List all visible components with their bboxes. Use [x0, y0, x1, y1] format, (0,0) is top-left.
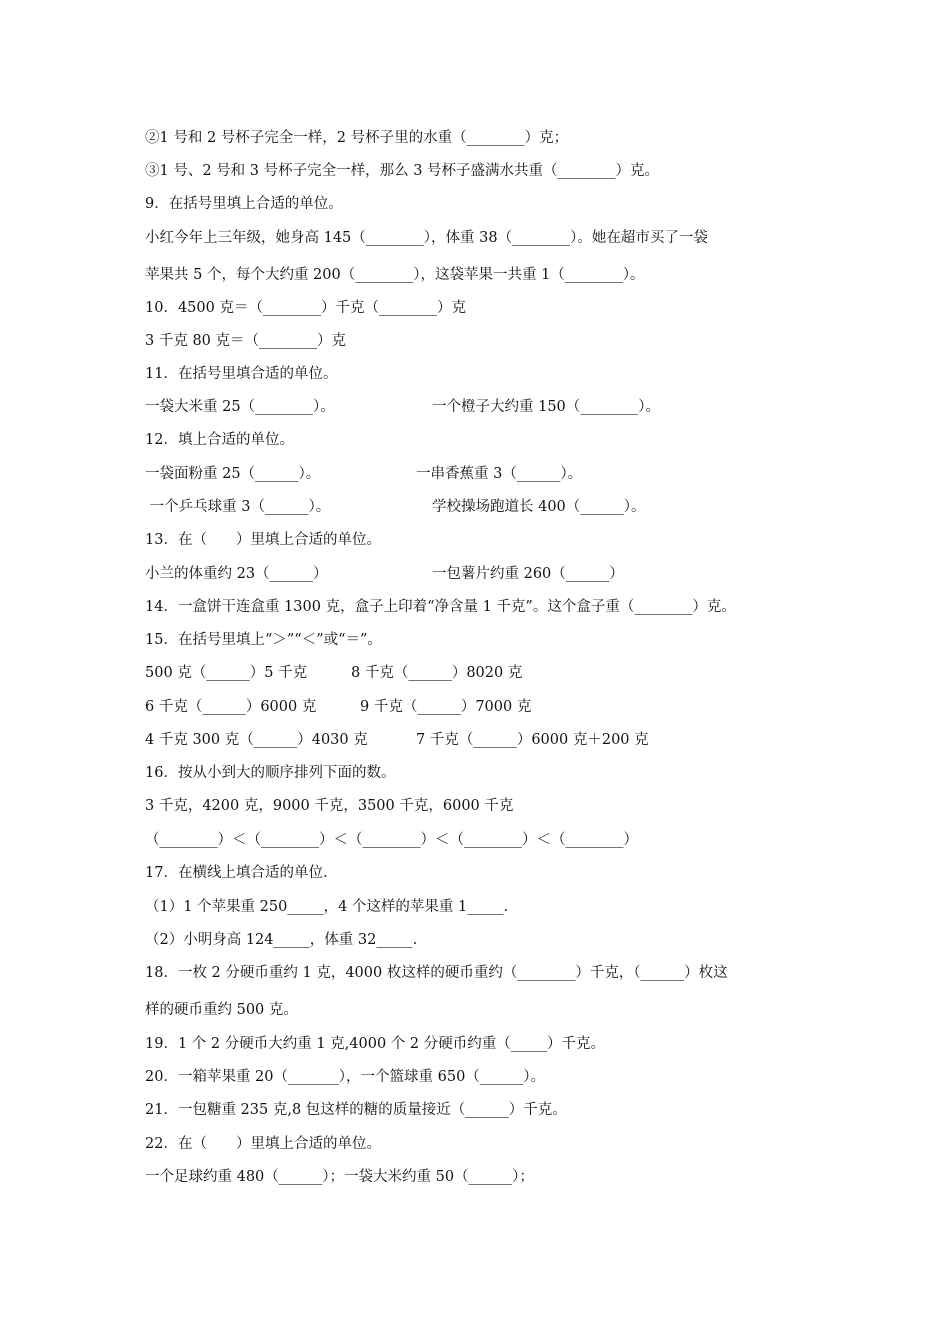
q22-title: 22．在（ ）里填上合适的单位。	[145, 1136, 381, 1152]
q10-line1: 10．4500 克＝（________）千克（________）克	[145, 300, 466, 316]
q13-item1: 小兰的体重约 23（______）	[145, 566, 328, 582]
q15-item1: 500 克（______）5 千克	[145, 665, 308, 681]
q13-title: 13．在（ ）里填上合适的单位。	[145, 532, 381, 548]
q16-numbers: 3 千克，4200 克，9000 千克，3500 千克，6000 千克	[145, 798, 514, 814]
q12-title: 12．填上合适的单位。	[145, 432, 294, 448]
q17-title: 17．在横线上填合适的单位.	[145, 865, 328, 881]
q17-sub2: （2）小明身高 124_____，体重 32_____.	[145, 932, 418, 948]
q15-item2: 8 千克（______）8020 克	[351, 665, 523, 681]
q9-line1: 小红今年上三年级，她身高 145（________），体重 38（________）。她在超市买了一袋	[145, 230, 708, 246]
q8-sub2: ②1 号和 2 号杯子完全一样，2 号杯子里的水重（________）克；	[145, 130, 569, 146]
q12-item3: 一个乒乓球重 3（______）。	[145, 499, 331, 515]
q15-title: 15．在括号里填上“＞”“＜”或“＝”。	[145, 632, 382, 648]
q16-title: 16．按从小到大的顺序排列下面的数。	[145, 765, 396, 781]
q12-item1: 一袋面粉重 25（______）。	[145, 466, 321, 482]
q17-sub1: （1）1 个苹果重 250_____，4 个这样的苹果重 1_____.	[145, 899, 509, 915]
q15-item3: 6 千克（______）6000 克	[145, 699, 317, 715]
q15-item5: 4 千克 300 克（______）4030 克	[145, 732, 368, 748]
q16-answer: （________）＜（________）＜（________）＜（________）＜（________）	[145, 832, 638, 848]
q12-item4: 学校操场跑道长 400（______）。	[432, 499, 646, 515]
q9-title: 9．在括号里填上合适的单位。	[145, 196, 343, 212]
q11-title: 11．在括号里填合适的单位。	[145, 366, 338, 382]
q21: 21．一包糖重 235 克,8 包这样的糖的质量接近（______）千克。	[145, 1102, 567, 1118]
q12-item2: 一串香蕉重 3（______）。	[416, 466, 583, 482]
q9-line2: 苹果共 5 个，每个大约重 200（________），这袋苹果一共重 1（________）。	[145, 267, 645, 283]
q19: 19．1 个 2 分硬币大约重 1 克,4000 个 2 分硬币约重（_____）千克。	[145, 1036, 605, 1052]
q15-item6: 7 千克（______）6000 克＋200 克	[416, 732, 649, 748]
q20: 20．一箱苹果重 20（_______），一个篮球重 650（______）。	[145, 1069, 546, 1085]
q15-item4: 9 千克（______）7000 克	[360, 699, 532, 715]
q10-line2: 3 千克 80 克＝（________）克	[145, 333, 347, 349]
q18-line2: 样的硬币重约 500 克。	[145, 1002, 298, 1018]
q11-item1: 一袋大米重 25（________）。	[145, 399, 335, 415]
q13-item2: 一包薯片约重 260（______）	[432, 566, 624, 582]
q22-line1: 一个足球约重 480（______）；一袋大米约重 50（______）；	[145, 1169, 534, 1185]
q18-line1: 18．一枚 2 分硬币重约 1 克，4000 枚这样的硬币重约（________）千克，（______）枚这	[145, 965, 728, 981]
q8-sub3: ③1 号、2 号和 3 号杯子完全一样，那么 3 号杯子盛满水共重（________）克。	[145, 163, 660, 179]
q14: 14．一盒饼干连盒重 1300 克，盒子上印着“净含量 1 千克”。这个盒子重（________）克。	[145, 599, 736, 615]
q11-item2: 一个橙子大约重 150（________）。	[432, 399, 661, 415]
